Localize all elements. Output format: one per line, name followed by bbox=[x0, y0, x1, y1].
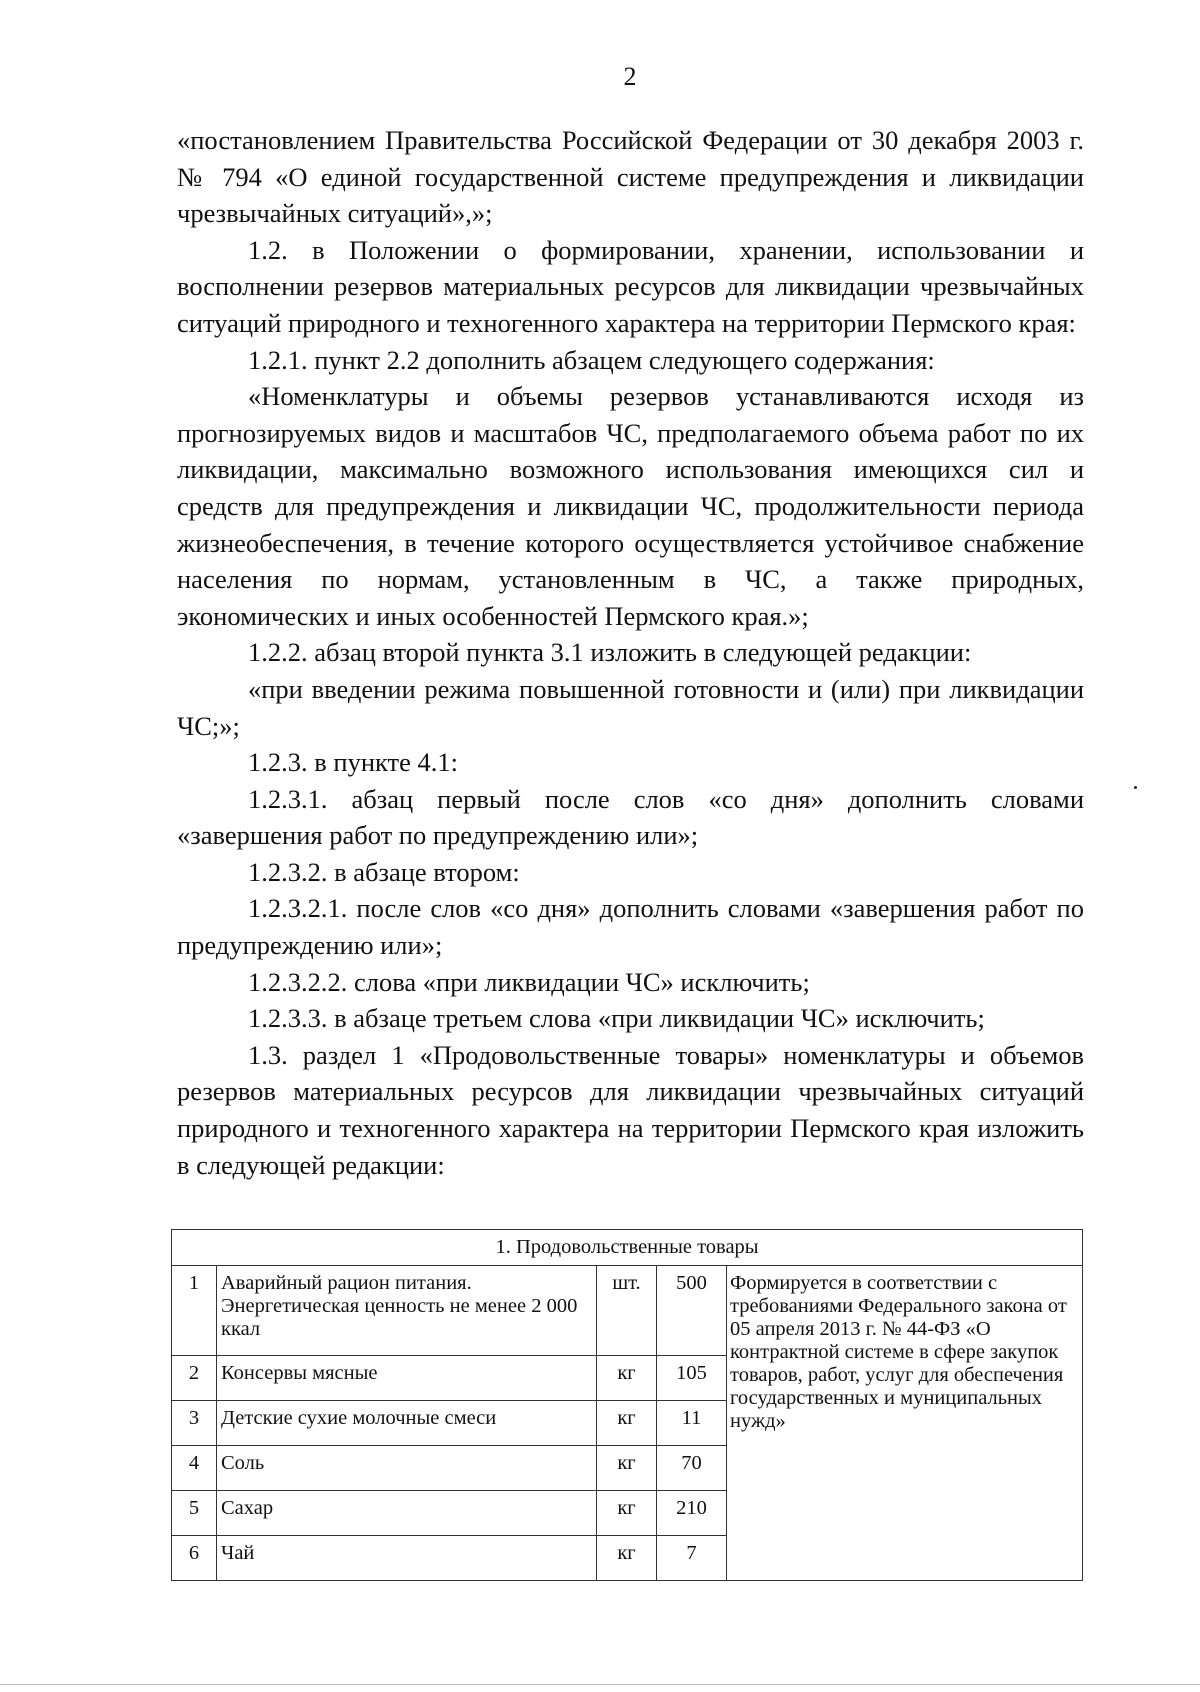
item-name: Детские сухие молочные смеси bbox=[217, 1401, 597, 1446]
item-quantity: 11 bbox=[657, 1401, 727, 1446]
scan-artifact-dot bbox=[1134, 786, 1137, 789]
table-section-header-row bbox=[172, 1230, 1083, 1266]
row-number: 4 bbox=[172, 1446, 217, 1491]
item-unit: кг bbox=[597, 1401, 657, 1446]
paragraph-1-2-1: 1.2.1. пункт 2.2 дополнить абзацем следующего содержания: bbox=[248, 344, 935, 375]
paragraph-1-2-3-2: 1.2.3.2. в абзаце втором: bbox=[248, 856, 520, 887]
item-name: Консервы мясные bbox=[217, 1356, 597, 1401]
paragraph-1-2-3: 1.2.3. в пункте 4.1: bbox=[248, 747, 458, 778]
paragraph-1-2-3-3: 1.2.3.3. в абзаце третьем слова «при ликвидации ЧС» исключить; bbox=[248, 1003, 985, 1034]
paragraph-1-2-3-1: 1.2.3.1. абзац первый после слов «со дня» дополнить словами «завершения работ по предупреждению или»; bbox=[177, 783, 1084, 851]
paragraph-1-2: 1.2. в Положении о формировании, хранении, использовании и восполнении резервов материальных ресурсов для ликвидации чрезвычайных ситуаций природного и техногенного характера на территории Пермского края: bbox=[177, 234, 1084, 338]
row-number: 5 bbox=[172, 1491, 217, 1536]
paragraph-decree-reference: «постановлением Правительства Российской Федерации от 30 декабря 2003 г. № 794 «О единой государственной системе предупреждения и ликвидации чрезвычайных ситуаций»,»; bbox=[177, 125, 1084, 229]
scan-artifact-line bbox=[0, 1684, 1200, 1685]
item-quantity: 500 bbox=[657, 1266, 727, 1356]
row-number: 6 bbox=[172, 1536, 217, 1581]
item-unit: шт. bbox=[597, 1266, 657, 1356]
row-number: 3 bbox=[172, 1401, 217, 1446]
page-number: 2 bbox=[623, 62, 637, 91]
paragraph-1-2-3-2-1: 1.2.3.2.1. после слов «со дня» дополнить словами «завершения работ по предупреждению или»; bbox=[177, 893, 1084, 961]
item-unit: кг bbox=[597, 1356, 657, 1401]
item-quantity: 210 bbox=[657, 1491, 727, 1536]
item-unit: кг bbox=[597, 1446, 657, 1491]
paragraph-nomenclature-quote: «Номенклатуры и объемы резервов устанавливаются исходя из прогнозируемых видов и масштабов ЧС, предполагаемого объема работ по их ликвидации, максимально возможного использования имеющихся сил и средств для предупреждения и ликвидации ЧС, продолжительности периода жизнеобеспечения, в течение которого осуществляется устойчивое снабжение населения по нормам, установленным в ЧС, а также природных, экономических и иных особенностей Пермского края.»; bbox=[177, 381, 1084, 631]
food-reserves-table bbox=[171, 1229, 1083, 1581]
item-name: Соль bbox=[217, 1446, 597, 1491]
paragraph-1-2-2: 1.2.2. абзац второй пункта 3.1 изложить в следующей редакции: bbox=[248, 637, 972, 668]
item-name: Чай bbox=[217, 1536, 597, 1581]
item-name: Аварийный рацион питания. Энергетическая ценность не менее 2 000 ккал bbox=[217, 1266, 597, 1356]
row-number: 1 bbox=[172, 1266, 217, 1356]
item-unit: кг bbox=[597, 1491, 657, 1536]
item-name: Сахар bbox=[217, 1491, 597, 1536]
item-unit: кг bbox=[597, 1536, 657, 1581]
document-body bbox=[177, 122, 1084, 1183]
paragraph-1-3: 1.3. раздел 1 «Продовольственные товары» номенклатуры и объемов резервов материальных ресурсов для ликвидации чрезвычайных ситуаций природного и техногенного характера на территории Пермского края изложить в следующей редакции: bbox=[177, 1039, 1084, 1180]
row-number: 2 bbox=[172, 1356, 217, 1401]
table-row bbox=[172, 1266, 1083, 1356]
paragraph-readiness-quote: «при введении режима повышенной готовности и (или) при ликвидации ЧС;»; bbox=[177, 673, 1084, 741]
legal-basis-note: Формируется в соответствии с требованиями Федерального закона от 05 апреля 2013 г. № 44-ФЗ «О контрактной системе в сфере закупок товаров, работ, услуг для обеспечения государственных и муниципальных нужд» bbox=[727, 1266, 1083, 1581]
paragraph-1-2-3-2-2: 1.2.3.2.2. слова «при ликвидации ЧС» исключить; bbox=[248, 966, 810, 997]
item-quantity: 7 bbox=[657, 1536, 727, 1581]
table-section-header: 1. Продовольственные товары bbox=[172, 1230, 1083, 1266]
item-quantity: 70 bbox=[657, 1446, 727, 1491]
item-quantity: 105 bbox=[657, 1356, 727, 1401]
